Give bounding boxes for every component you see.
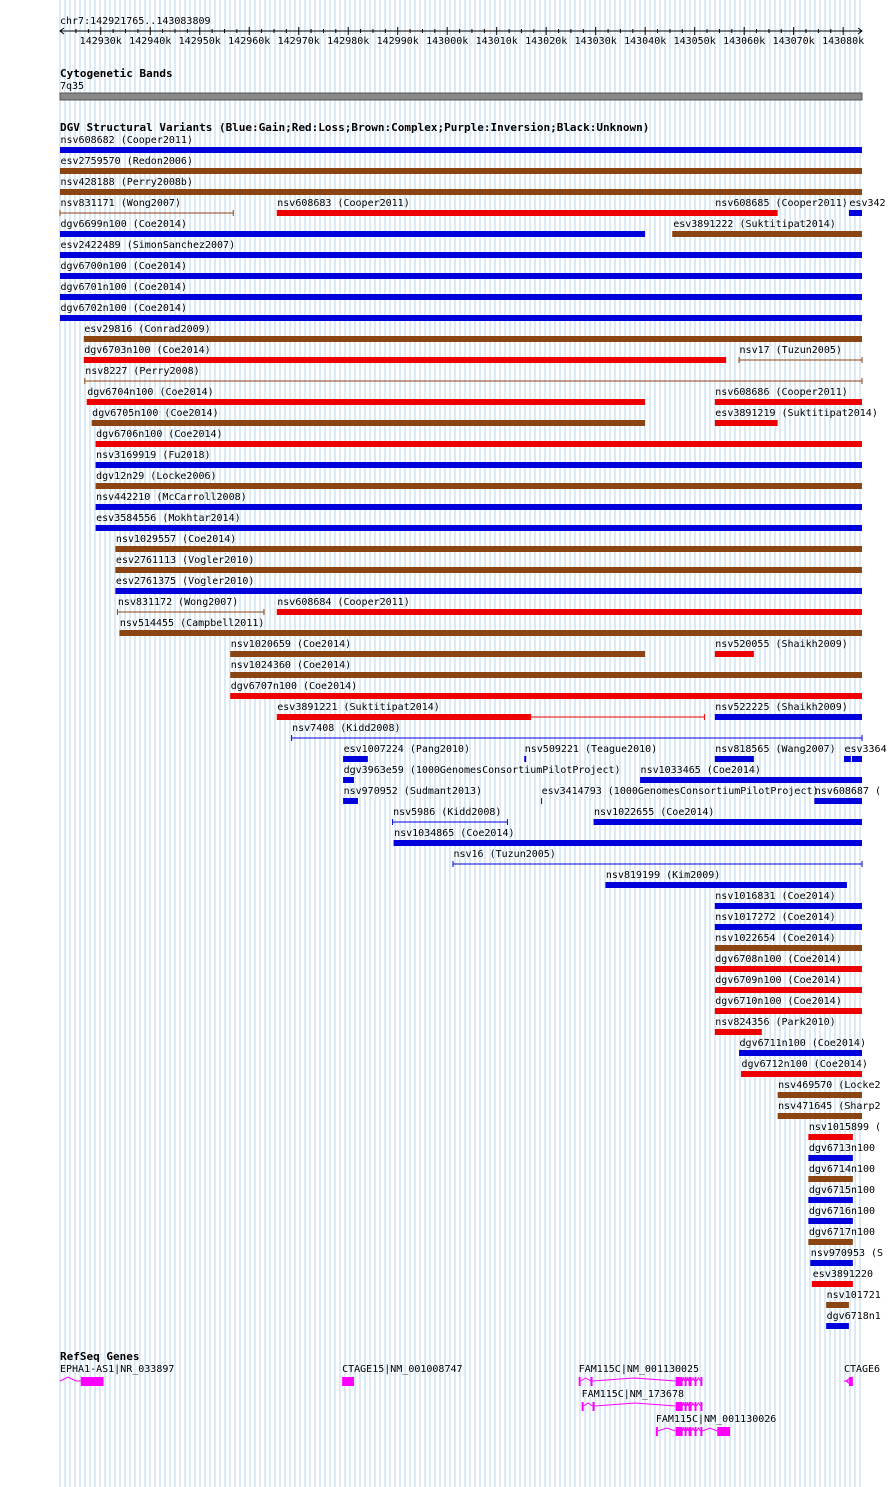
sv-label: nsv469570 (Locke2 bbox=[778, 1080, 881, 1091]
sv-feature[interactable] bbox=[808, 1122, 881, 1140]
sv-label: dgv6715n100 bbox=[808, 1185, 876, 1196]
sv-bar[interactable] bbox=[96, 504, 862, 510]
sv-bar[interactable] bbox=[60, 252, 862, 258]
gene-exon[interactable] bbox=[685, 1427, 687, 1436]
gene-intron bbox=[692, 1378, 695, 1381]
ruler-tick-label: 143050k bbox=[673, 36, 716, 47]
sv-feature[interactable] bbox=[60, 261, 862, 279]
sv-feature[interactable] bbox=[594, 807, 862, 825]
sv-bar[interactable] bbox=[96, 525, 862, 531]
sv-label: nsv608684 (Cooper2011) bbox=[277, 597, 410, 608]
sv-label: nsv831171 (Wong2007) bbox=[60, 198, 181, 209]
sv-label: esv2759570 (Redon2006) bbox=[60, 156, 193, 167]
ruler-tick-label: 143040k bbox=[624, 36, 667, 47]
gene-exon[interactable] bbox=[689, 1427, 692, 1436]
sv-bar[interactable] bbox=[343, 777, 354, 783]
sv-feature[interactable] bbox=[230, 639, 645, 657]
sv-label: nsv16 (Tuzun2005) bbox=[453, 849, 556, 860]
sv-bar[interactable] bbox=[715, 651, 754, 657]
ruler-tick-label: 143060k bbox=[723, 36, 766, 47]
sv-feature[interactable] bbox=[60, 177, 862, 195]
sv-bar[interactable] bbox=[60, 315, 862, 321]
sv-label: nsv608683 (Cooper2011) bbox=[277, 198, 410, 209]
sv-feature[interactable] bbox=[117, 597, 263, 615]
sv-bar[interactable] bbox=[343, 798, 358, 804]
sv-bar[interactable] bbox=[277, 714, 531, 720]
sv-label: nsv608685 (Cooper2011) bbox=[715, 198, 848, 209]
sv-feature[interactable] bbox=[812, 1269, 873, 1287]
gene-intron bbox=[581, 1378, 591, 1381]
sv-label: esv3891222 (Suktitipat2014) bbox=[673, 219, 836, 230]
sv-feature[interactable] bbox=[640, 765, 862, 783]
sv-bar[interactable] bbox=[84, 357, 726, 363]
gene-exon[interactable] bbox=[685, 1402, 687, 1411]
sv-bar[interactable] bbox=[808, 1134, 853, 1140]
sv-feature[interactable] bbox=[808, 1227, 875, 1245]
sv-label: esv29816 (Conrad2009) bbox=[84, 324, 211, 335]
sv-label: nsv1022654 (Coe2014) bbox=[715, 933, 836, 944]
gene-exon[interactable] bbox=[676, 1427, 683, 1436]
sv-bar[interactable] bbox=[92, 420, 645, 426]
gene-feature[interactable] bbox=[579, 1364, 703, 1386]
sv-label: nsv608682 (Cooper2011) bbox=[60, 135, 193, 146]
sv-feature[interactable] bbox=[715, 408, 878, 426]
sv-bar[interactable] bbox=[778, 1092, 862, 1098]
sv-label: nsv1033465 (Coe2014) bbox=[640, 765, 761, 776]
sv-label: esv3891220 bbox=[812, 1269, 874, 1280]
sv-feature[interactable] bbox=[96, 429, 862, 447]
sv-bar[interactable] bbox=[808, 1239, 853, 1245]
sv-bar[interactable] bbox=[84, 336, 862, 342]
gene-exon[interactable] bbox=[582, 1402, 584, 1411]
sv-feature[interactable] bbox=[826, 1311, 881, 1329]
ruler-ticks bbox=[60, 27, 864, 47]
sv-feature[interactable] bbox=[60, 303, 862, 321]
sv-label: esv3891221 (Suktitipat2014) bbox=[277, 702, 440, 713]
gene-exon[interactable] bbox=[689, 1377, 692, 1386]
sv-feature[interactable] bbox=[343, 744, 470, 762]
sv-label: nsv1022655 (Coe2014) bbox=[594, 807, 715, 818]
sv-label: dgv6706n100 (Coe2014) bbox=[96, 429, 223, 440]
sv-label: nsv824356 (Park2010) bbox=[715, 1017, 836, 1028]
gene-intron bbox=[683, 1428, 685, 1431]
sv-label: dgv6704n100 (Coe2014) bbox=[87, 387, 214, 398]
sv-bar[interactable] bbox=[343, 756, 368, 762]
sv-bar[interactable] bbox=[394, 840, 862, 846]
sv-label: dgv6703n100 (Coe2014) bbox=[84, 345, 211, 356]
gene-intron bbox=[683, 1403, 685, 1406]
sv-label: nsv514455 (Campbell2011) bbox=[119, 618, 265, 629]
sv-label: dgv6713n100 bbox=[808, 1143, 876, 1154]
dgv-track[interactable] bbox=[60, 121, 887, 1329]
sv-bar[interactable] bbox=[594, 819, 862, 825]
sv-bar[interactable] bbox=[715, 966, 862, 972]
sv-bar[interactable] bbox=[715, 987, 862, 993]
sv-label: dgv6699n100 (Coe2014) bbox=[60, 219, 187, 230]
sv-label: esv2422489 (SimonSanchez2007) bbox=[60, 240, 236, 251]
sv-label: dgv6705n100 (Coe2014) bbox=[92, 408, 219, 419]
sv-feature[interactable] bbox=[96, 450, 862, 468]
sv-feature[interactable] bbox=[343, 786, 482, 804]
gene-feature[interactable] bbox=[656, 1414, 776, 1436]
sv-feature[interactable] bbox=[277, 198, 778, 216]
sv-feature[interactable] bbox=[292, 723, 862, 741]
sv-label: dgv6701n100 (Coe2014) bbox=[60, 282, 187, 293]
sv-label: nsv8227 (Perry2008) bbox=[85, 366, 200, 377]
gene-exon[interactable] bbox=[700, 1427, 702, 1436]
sv-bar[interactable] bbox=[524, 756, 526, 762]
sv-label: nsv3169919 (Fu2018) bbox=[96, 450, 211, 461]
ruler-tick-label: 142950k bbox=[178, 36, 221, 47]
ruler-tick-label: 143000k bbox=[426, 36, 469, 47]
variant-features[interactable] bbox=[60, 135, 887, 1329]
sv-label: nsv442210 (McCarroll2008) bbox=[96, 492, 247, 503]
ruler-tick-label: 142930k bbox=[79, 36, 122, 47]
sv-bar[interactable] bbox=[826, 1323, 849, 1329]
cytoband-bar[interactable] bbox=[60, 93, 862, 100]
gene-exon[interactable] bbox=[689, 1402, 692, 1411]
sv-label: esv3414793 (1000GenomesConsortiumPilotProject) bbox=[541, 786, 819, 797]
sv-bar[interactable] bbox=[814, 798, 862, 804]
sv-label: nsv1016831 (Coe2014) bbox=[715, 891, 836, 902]
sv-feature[interactable] bbox=[808, 1143, 875, 1161]
sv-label: nsv17 (Tuzun2005) bbox=[739, 345, 842, 356]
sv-feature[interactable] bbox=[844, 744, 887, 762]
sv-bar[interactable] bbox=[87, 399, 645, 405]
sv-feature[interactable] bbox=[778, 1101, 881, 1119]
sv-feature[interactable] bbox=[393, 807, 508, 825]
sv-bar[interactable] bbox=[60, 168, 862, 174]
sv-label: nsv1015899 ( bbox=[808, 1122, 882, 1133]
gene-exon[interactable] bbox=[685, 1377, 687, 1386]
sv-label: esv3584556 (Mokhtar2014) bbox=[96, 513, 241, 524]
sv-bar[interactable] bbox=[277, 210, 778, 216]
sv-feature[interactable] bbox=[849, 198, 886, 216]
sv-bar[interactable] bbox=[60, 273, 862, 279]
sv-label: nsv819199 (Kim2009) bbox=[605, 870, 721, 881]
gene-exon[interactable] bbox=[676, 1402, 683, 1411]
sv-bar[interactable] bbox=[715, 1029, 762, 1035]
sv-feature[interactable] bbox=[277, 597, 862, 615]
gene-feature[interactable] bbox=[60, 1364, 174, 1386]
gene-exon[interactable] bbox=[676, 1377, 683, 1386]
gene-label: CTAGE15|NM_001008747 bbox=[342, 1364, 463, 1375]
sv-label: dgv6718n1 bbox=[826, 1311, 881, 1322]
sv-bar[interactable] bbox=[230, 651, 645, 657]
sv-label: dgv6716n100 bbox=[808, 1206, 876, 1217]
sv-feature[interactable] bbox=[230, 660, 862, 678]
gene-intron bbox=[692, 1403, 695, 1406]
sv-label: esv3891219 (Suktitipat2014) bbox=[715, 408, 878, 419]
sv-label: nsv428188 (Perry2008b) bbox=[60, 177, 193, 188]
sv-feature[interactable] bbox=[673, 219, 862, 237]
sv-bar[interactable] bbox=[541, 798, 542, 804]
gene-feature[interactable] bbox=[844, 1364, 880, 1386]
sv-feature[interactable] bbox=[60, 219, 645, 237]
gene-intron bbox=[692, 1428, 695, 1431]
ruler-tick-label: 143070k bbox=[772, 36, 815, 47]
gene-label: FAM115C|NM_001130025 bbox=[578, 1364, 700, 1375]
sv-feature[interactable] bbox=[814, 786, 881, 804]
gene-exon[interactable] bbox=[694, 1377, 696, 1386]
sv-label: nsv7408 (Kidd2008) bbox=[292, 723, 401, 734]
sv-bar[interactable] bbox=[715, 714, 862, 720]
gene-exon[interactable] bbox=[591, 1377, 593, 1386]
sv-feature[interactable] bbox=[715, 639, 848, 657]
sv-bar[interactable] bbox=[741, 1071, 862, 1077]
gene-label: FAM115C|NM_173678 bbox=[581, 1389, 685, 1400]
gene-intron bbox=[683, 1378, 685, 1381]
sv-label: nsv818565 (Wang2007) bbox=[715, 744, 836, 755]
sv-label: dgv6711n100 (Coe2014) bbox=[739, 1038, 866, 1049]
gene-label: CTAGE6 bbox=[843, 1364, 881, 1375]
sv-feature[interactable] bbox=[96, 513, 862, 531]
sv-bar[interactable] bbox=[715, 756, 754, 762]
sv-bar[interactable] bbox=[230, 672, 862, 678]
sv-bar[interactable] bbox=[808, 1218, 853, 1224]
sv-feature[interactable] bbox=[96, 471, 862, 489]
gene-intron bbox=[687, 1378, 689, 1381]
sv-bar[interactable] bbox=[115, 567, 862, 573]
sv-feature[interactable] bbox=[60, 240, 862, 258]
sv-feature[interactable] bbox=[739, 345, 862, 363]
sv-bar[interactable] bbox=[115, 546, 862, 552]
sv-label: dgv6717n100 bbox=[808, 1227, 876, 1238]
sv-bar[interactable] bbox=[230, 693, 862, 699]
ruler-tick-label: 142960k bbox=[228, 36, 271, 47]
sv-bar[interactable] bbox=[778, 1113, 862, 1119]
gene-label: EPHA1-AS1|NR_033897 bbox=[60, 1364, 175, 1375]
ruler-tick-label: 142940k bbox=[129, 36, 172, 47]
gene-exon[interactable] bbox=[694, 1427, 696, 1436]
sv-bar[interactable] bbox=[826, 1302, 849, 1308]
sv-feature[interactable] bbox=[394, 828, 862, 846]
sv-label: dgv6714n100 bbox=[808, 1164, 876, 1175]
sv-bar[interactable] bbox=[605, 882, 847, 888]
sv-bar[interactable] bbox=[844, 756, 851, 762]
gene-intron bbox=[687, 1428, 689, 1431]
sv-label: esv2761113 (Vogler2010) bbox=[115, 555, 255, 566]
sv-label: esv342 bbox=[849, 198, 886, 209]
gene-exon[interactable] bbox=[579, 1377, 581, 1386]
gene-exon[interactable] bbox=[656, 1427, 658, 1436]
sv-bar[interactable] bbox=[640, 777, 862, 783]
sv-bar[interactable] bbox=[60, 294, 862, 300]
sv-feature[interactable] bbox=[87, 387, 645, 405]
sv-label: nsv101721 bbox=[826, 1290, 881, 1301]
sv-label: esv3364 bbox=[844, 744, 887, 755]
sv-bar[interactable] bbox=[715, 399, 862, 405]
sv-label: dgv3963e59 (1000GenomesConsortiumPilotProject) bbox=[343, 765, 621, 776]
sv-feature[interactable] bbox=[119, 618, 862, 636]
sv-feature[interactable] bbox=[605, 870, 847, 888]
sv-label: dgv6708n100 (Coe2014) bbox=[715, 954, 842, 965]
gene-exon[interactable] bbox=[81, 1377, 104, 1386]
cytoband-label: 7q35 bbox=[60, 81, 85, 92]
sv-bar[interactable] bbox=[96, 483, 862, 489]
sv-feature[interactable] bbox=[739, 1038, 866, 1056]
ruler-tick-label: 143020k bbox=[525, 36, 568, 47]
sv-feature[interactable] bbox=[808, 1164, 875, 1182]
sv-bar[interactable] bbox=[849, 210, 862, 216]
ruler-tick-label: 142990k bbox=[376, 36, 419, 47]
sv-feature[interactable] bbox=[826, 1290, 881, 1308]
sv-label: dgv6702n100 (Coe2014) bbox=[60, 303, 187, 314]
sv-feature[interactable] bbox=[60, 282, 862, 300]
gene-exon[interactable] bbox=[700, 1377, 702, 1386]
sv-bar-segment[interactable] bbox=[852, 756, 862, 762]
ruler-tick-label: 142970k bbox=[277, 36, 320, 47]
sv-feature[interactable] bbox=[60, 198, 233, 216]
sv-feature[interactable] bbox=[741, 1059, 868, 1077]
sv-label: nsv471645 (Sharp2 bbox=[778, 1101, 881, 1112]
sv-feature[interactable] bbox=[715, 996, 862, 1014]
sv-label: dgv12n29 (Locke2006) bbox=[96, 471, 217, 482]
sv-bar[interactable] bbox=[808, 1155, 853, 1161]
sv-bar[interactable] bbox=[810, 1260, 853, 1266]
gene-exon[interactable] bbox=[717, 1427, 730, 1436]
sv-label: nsv608686 (Cooper2011) bbox=[715, 387, 848, 398]
sv-label: nsv1024360 (Coe2014) bbox=[230, 660, 352, 671]
sv-label: nsv1034865 (Coe2014) bbox=[394, 828, 515, 839]
dgv-track-title: DGV Structural Variants (Blue:Gain;Red:Loss;Brown:Complex;Purple:Inversion;Black:Unknown) bbox=[60, 121, 650, 134]
sv-label: esv2761375 (Vogler2010) bbox=[115, 576, 255, 587]
sv-bar[interactable] bbox=[673, 231, 862, 237]
sv-feature[interactable] bbox=[715, 954, 862, 972]
sv-feature[interactable] bbox=[230, 681, 862, 699]
sv-bar[interactable] bbox=[96, 441, 862, 447]
sv-feature[interactable] bbox=[715, 198, 848, 216]
sv-bar[interactable] bbox=[60, 147, 862, 153]
gene-intron bbox=[687, 1403, 689, 1406]
sv-bar[interactable] bbox=[715, 903, 862, 909]
sv-bar[interactable] bbox=[60, 231, 645, 237]
sv-feature[interactable] bbox=[715, 975, 862, 993]
sv-label: nsv509221 (Teague2010) bbox=[524, 744, 658, 755]
sv-feature[interactable] bbox=[808, 1206, 875, 1224]
sv-bar[interactable] bbox=[119, 630, 862, 636]
sv-label: nsv522225 (Shaikh2009) bbox=[715, 702, 848, 713]
sv-bar[interactable] bbox=[812, 1281, 853, 1287]
sv-bar[interactable] bbox=[715, 945, 862, 951]
sv-feature[interactable] bbox=[96, 492, 862, 510]
sv-bar[interactable] bbox=[739, 1050, 862, 1056]
ruler-tick-label: 143080k bbox=[822, 36, 865, 47]
sv-feature[interactable] bbox=[778, 1080, 881, 1098]
sv-label: dgv6710n100 (Coe2014) bbox=[715, 996, 842, 1007]
sv-label: nsv1020659 (Coe2014) bbox=[230, 639, 352, 650]
cytoband-track-title: Cytogenetic Bands bbox=[60, 67, 173, 80]
ruler-tick-label: 142980k bbox=[327, 36, 370, 47]
ruler-tick-label: 143030k bbox=[574, 36, 617, 47]
sv-label: nsv608687 ( bbox=[814, 786, 882, 797]
sv-label: nsv520055 (Shaikh2009) bbox=[715, 639, 848, 650]
sv-bar[interactable] bbox=[715, 1008, 862, 1014]
sv-feature[interactable] bbox=[92, 408, 645, 426]
sv-feature[interactable] bbox=[60, 135, 862, 153]
sv-bar[interactable] bbox=[808, 1197, 853, 1203]
sv-feature[interactable] bbox=[808, 1185, 875, 1203]
sv-label: dgv6709n100 (Coe2014) bbox=[715, 975, 842, 986]
gene-intron bbox=[658, 1428, 676, 1431]
gene-exon[interactable] bbox=[694, 1402, 696, 1411]
gene-label: FAM115C|NM_001130026 bbox=[655, 1414, 777, 1425]
refseq-track-title: RefSeq Genes bbox=[60, 1350, 140, 1363]
sv-label: dgv6700n100 (Coe2014) bbox=[60, 261, 187, 272]
sv-bar[interactable] bbox=[808, 1176, 853, 1182]
sv-bar[interactable] bbox=[96, 462, 862, 468]
sv-bar[interactable] bbox=[60, 189, 862, 195]
sv-label: nsv831172 (Wong2007) bbox=[117, 597, 239, 608]
gene-exon[interactable] bbox=[342, 1377, 354, 1386]
sv-bar[interactable] bbox=[715, 924, 862, 930]
sv-label: dgv6712n100 (Coe2014) bbox=[741, 1059, 868, 1070]
sv-feature[interactable] bbox=[524, 744, 657, 762]
sv-label: nsv970953 (S bbox=[810, 1248, 884, 1259]
sv-label: nsv970952 (Sudmant2013) bbox=[343, 786, 483, 797]
sv-bar[interactable] bbox=[277, 609, 862, 615]
ruler-tick-label: 143010k bbox=[475, 36, 518, 47]
sv-bar[interactable] bbox=[715, 210, 775, 216]
sv-label: dgv6707n100 (Coe2014) bbox=[230, 681, 358, 692]
sv-feature[interactable] bbox=[715, 387, 862, 405]
gene-exon[interactable] bbox=[593, 1402, 595, 1411]
gene-exon[interactable] bbox=[700, 1402, 702, 1411]
sv-feature[interactable] bbox=[810, 1248, 883, 1266]
sv-label: nsv1017272 (Coe2014) bbox=[715, 912, 836, 923]
sv-feature[interactable] bbox=[715, 702, 862, 720]
sv-bar[interactable] bbox=[115, 588, 862, 594]
sv-label: nsv1029557 (Coe2014) bbox=[115, 534, 237, 545]
coordinate-label: chr7:142921765..143083809 bbox=[60, 16, 211, 27]
sv-label: nsv5986 (Kidd2008) bbox=[393, 807, 502, 818]
sv-feature[interactable] bbox=[453, 849, 862, 867]
sv-feature[interactable] bbox=[60, 156, 862, 174]
sv-label: esv1007224 (Pang2010) bbox=[343, 744, 471, 755]
ruler bbox=[60, 16, 864, 47]
sv-bar[interactable] bbox=[715, 420, 778, 426]
